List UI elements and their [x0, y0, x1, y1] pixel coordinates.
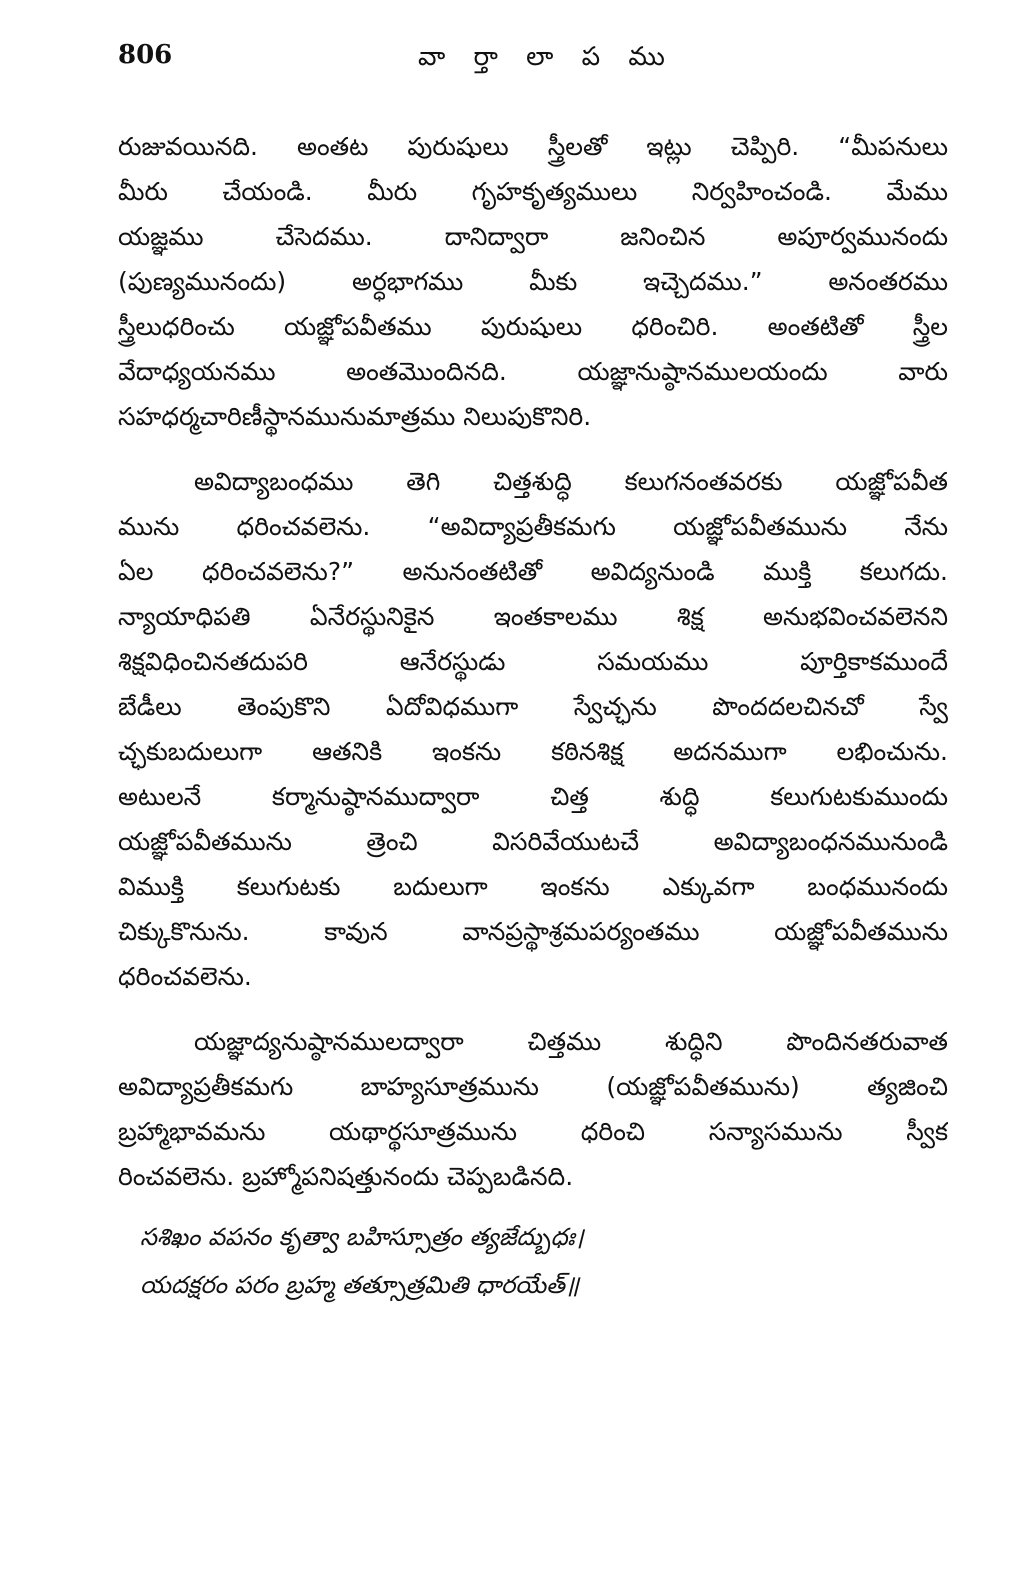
text-line: స్త్రీలుధరించు యజ్ఞోపవీతము పురుషులు ధరించిరి. అంతటితో స్త్రీల — [118, 312, 948, 341]
text-line: ఏల ధరించవలెను?” అనునంతటితో అవిద్యనుండి ముక్తి కలుగదు. — [118, 557, 948, 586]
text-line: అవిద్యాప్రతీకమగు బాహ్యసూత్రమును (యజ్ఞోపవీతమును) త్యజించి — [118, 1072, 948, 1101]
page-number: 806 — [118, 40, 173, 70]
text-line: వేదాధ్యయనము అంతమొందినది. యజ్ఞానుష్ఠానములయందు వారు — [118, 357, 948, 386]
verse-line: యదక్షరం పరం బ్రహ్మ తత్సూత్రమితి ధారయేత్॥ — [140, 1271, 580, 1299]
text-line: యజ్ఞోపవీతమును త్రెంచి విసరివేయుటచే అవిద్యాబంధనమునుండి — [118, 827, 948, 856]
text-line: అవిద్యాబంధము తెగి చిత్తశుద్ధి కలుగనంతవరకు యజ్ఞోపవీత — [194, 467, 948, 496]
text-line: (పుణ్యమునందు) అర్ధభాగము మీకు ఇచ్చెదము.” అనంతరము — [118, 267, 948, 296]
sanskrit-verse — [118, 1213, 948, 1309]
text-line: ధరించవలెను. — [118, 962, 252, 991]
paragraph-3 — [118, 1019, 948, 1199]
running-title: వా ర్తా లా ప ము — [418, 42, 675, 72]
text-line: సహధర్మచారిణీస్థానమునుమాత్రము నిలుపుకొనిరి. — [118, 402, 592, 431]
text-line: రుజువయినది. అంతట పురుషులు స్త్రీలతో ఇట్లు చెప్పిరి. “మీపనులు — [118, 132, 948, 161]
paragraph-1 — [118, 124, 948, 439]
text-line: విముక్తి కలుగుటకు బదులుగా ఇంకను ఎక్కువగా బంధమునందు — [118, 872, 948, 901]
text-line: శిక్షవిధించినతదుపరి ఆనేరస్థుడు సమయము పూర్తికాకముందే — [118, 647, 948, 676]
text-line: యజ్ఞాద్యనుష్ఠానములద్వారా చిత్తము శుద్ధిని పొందినతరువాత — [194, 1027, 948, 1056]
text-line: చ్ఛకుబదులుగా ఆతనికి ఇంకను కఠినశిక్ష అదనముగా లభించును. — [118, 737, 948, 766]
text-line: మును ధరించవలెను. “అవిద్యాప్రతీకమగు యజ్ఞోపవీతమును నేను — [118, 512, 948, 541]
text-line: న్యాయాధిపతి ఏనేరస్థునికైన ఇంతకాలము శిక్ష అనుభవించవలెనని — [118, 602, 948, 631]
text-line: మీరు చేయండి. మీరు గృహకృత్యములు నిర్వహించండి. మేము — [118, 177, 948, 206]
text-line: బ్రహ్మాభావమను యథార్థసూత్రమును ధరించి సన్యాసమును స్వీక — [118, 1117, 948, 1146]
text-line: యజ్ఞము చేసెదము. దానిద్వారా జనించిన అపూర్వమునందు — [118, 222, 948, 251]
text-line: రించవలెను. బ్రహ్మోపనిషత్తునందు చెప్పబడినది. — [118, 1162, 574, 1191]
paragraph-2 — [118, 459, 948, 999]
text-line: అటులనే కర్మానుష్ఠానముద్వారా చిత్త శుద్ధి కలుగుటకుముందు — [118, 782, 948, 811]
verse-line: సశిఖం వపనం కృత్వా బహిస్సూత్రం త్యజేద్బుధః। — [140, 1223, 584, 1251]
page-header — [118, 38, 948, 88]
text-line: బేడీలు తెంపుకొని ఏదోవిధముగా స్వేచ్ఛను పొందదలచినచో స్వే — [118, 692, 948, 721]
text-line: చిక్కుకొనును. కావున వానప్రస్థాశ్రమపర్యంతము యజ్ఞోపవీతమును — [118, 917, 948, 946]
body-text — [118, 124, 948, 1309]
